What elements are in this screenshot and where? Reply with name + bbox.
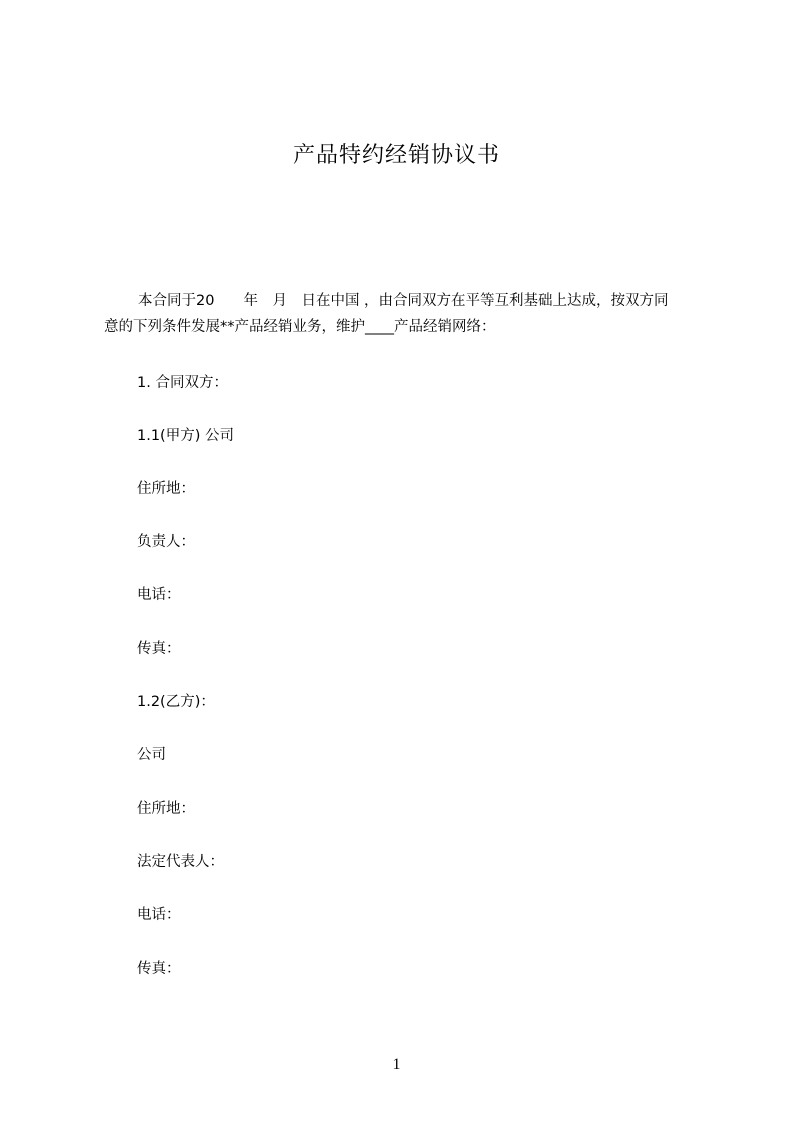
intro-line-1: 本合同于20 年 月 日在中国 ，由合同双方在平等互利基础上达成，按双方同 xyxy=(138,293,669,309)
page-number: 1 xyxy=(392,1056,401,1073)
party-a-address-label: 住所地： xyxy=(137,481,195,497)
party-b-fax-label: 传真： xyxy=(137,961,181,977)
intro-paragraph xyxy=(104,288,709,340)
document-title: 产品特约经销协议书 xyxy=(292,143,500,168)
party-a-phone-label: 电话： xyxy=(137,587,181,603)
party-b-phone-label: 电话： xyxy=(137,907,181,923)
party-b-address-label: 住所地： xyxy=(137,801,195,817)
section-contract-parties: 1. 合同双方： xyxy=(137,375,228,391)
party-a-representative-label: 负责人： xyxy=(137,534,195,550)
intro-line-2: 意的下列条件发展**产品经销业务，维护____产品经销网络： xyxy=(104,319,496,335)
party-b-heading: 1.2(乙方)： xyxy=(137,694,215,710)
party-b-legal-representative-label: 法定代表人： xyxy=(137,854,224,870)
party-b-company: 公司 xyxy=(137,747,166,763)
party-a-fax-label: 传真： xyxy=(137,641,181,657)
party-a-company: 1.1(甲方) 公司 xyxy=(137,428,234,444)
